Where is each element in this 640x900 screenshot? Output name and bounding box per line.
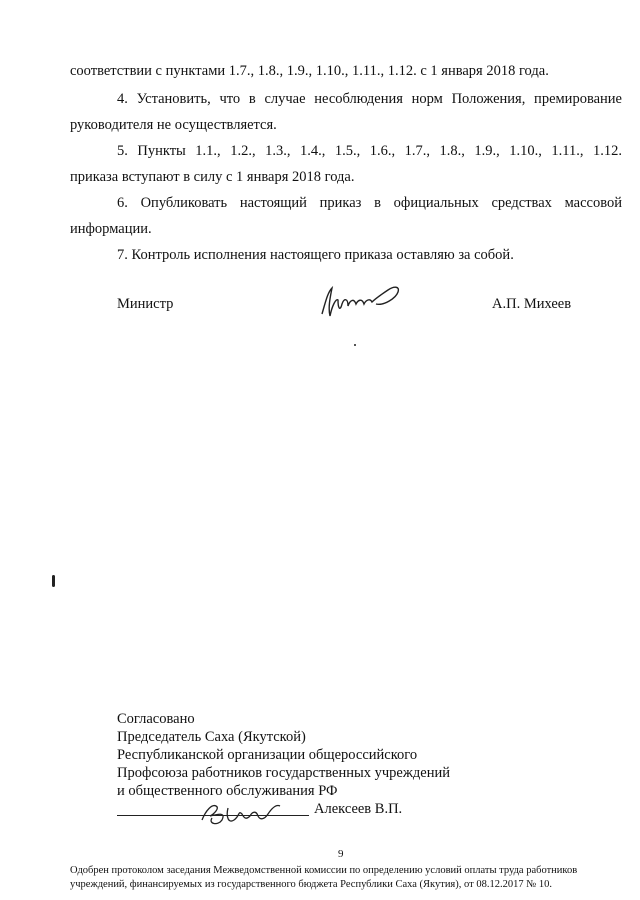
paragraph-5-line-1: 5. Пункты 1.1., 1.2., 1.3., 1.4., 1.5., 1.6., 1.7., 1.8., 1.9., 1.10., 1.11., 1.12. [117,143,622,159]
signatory-title: Министр [117,296,174,312]
approval-heading: Согласовано [117,711,195,727]
text-line-continuation: соответствии с пунктами 1.7., 1.8., 1.9., 1.10., 1.11., 1.12. с 1 января 2018 года. [70,63,549,79]
stray-dot [354,344,356,346]
union-chair-signature [196,790,286,832]
approval-line-3: Республиканской организации общероссийского [117,747,418,763]
paragraph-6-line-1: 6. Опубликовать настоящий приказ в официальных средствах массовой [117,195,622,211]
paragraph-5-line-2: приказа вступают в силу с 1 января 2018 года. [70,169,355,185]
page-number: 9 [338,848,344,860]
signatory-name: А.П. Михеев [492,296,572,312]
footer-line-2: учреждений, финансируемых из государственного бюджета Республики Саха (Якутия), от 08.12.2017 № 10. [70,879,552,890]
paragraph-6-line-2: информации. [70,221,152,237]
approval-line-4: Профсоюза работников государственных учреждений [117,765,450,781]
paragraph-4-line-1: 4. Установить, что в случае несоблюдения норм Положения, премирование [117,91,622,107]
paragraph-4-line-2: руководителя не осуществляется. [70,117,277,133]
approval-line-5: и общественного обслуживания РФ [117,783,338,799]
paragraph-7: 7. Контроль исполнения настоящего приказа оставляю за собой. [117,247,514,263]
approval-line-2: Председатель Саха (Якутской) [117,729,306,745]
stray-mark [52,575,55,587]
minister-signature [318,282,408,322]
approval-signer: Алексеев В.П. [314,801,403,817]
footer-line-1: Одобрен протоколом заседания Межведомственной комиссии по определению условий оплаты труда работников [70,865,578,876]
